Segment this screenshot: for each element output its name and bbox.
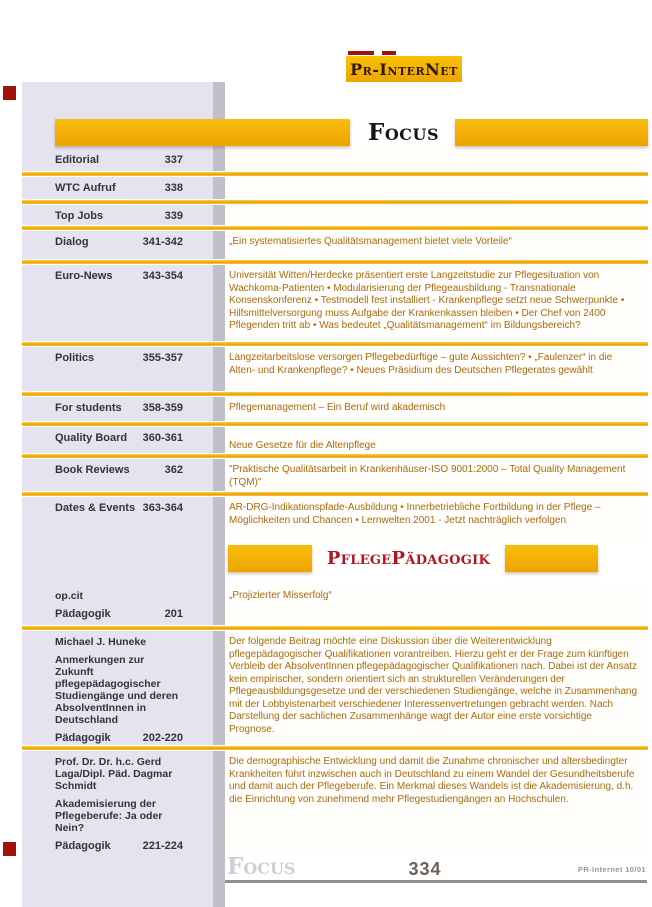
divider-strip <box>213 82 225 117</box>
logo-red-dash <box>382 51 396 55</box>
divider-strip <box>213 543 225 579</box>
paedagogik-section-header <box>22 543 648 579</box>
toc-pages: 363-364 <box>142 502 183 514</box>
divider-strip <box>213 265 225 341</box>
toc-category: Pädagogik <box>55 732 111 744</box>
toc-row-for-students <box>22 397 648 421</box>
toc-pages: 358-359 <box>142 402 183 414</box>
toc-desc: Langzeitarbeitslose versorgen Pflegebedürftige – gute Aussichten? • „Faulenzer“ in die Alten- und Krankenpflege? • Neues Präsidium des Deutschen Pflegerates gewählt <box>229 352 613 376</box>
toc-pages: 362 <box>164 464 183 476</box>
divider-strip <box>213 631 225 745</box>
toc-label: Dates & Events <box>55 502 136 514</box>
toc-desc: AR-DRG-Indikationspfade-Ausbildung • Innerbetriebliche Fortbildung in der Pflege – Möglichkeiten und Chancen • Lernwelten 2001 - Jetzt nachträglich verfolgen <box>229 502 601 526</box>
toc-label: WTC Aufruf <box>55 182 116 194</box>
paedagogik-section-title: PflegePädagogik <box>326 548 491 569</box>
journal-logo <box>346 56 462 83</box>
toc-pages: 337 <box>164 154 183 166</box>
toc-row-huneke <box>22 631 648 745</box>
footer-section-name: Focus <box>227 853 296 880</box>
divider-strip <box>213 427 225 453</box>
divider-strip <box>213 177 225 199</box>
paedagogik-band-right <box>505 545 598 572</box>
footer-page-number: 334 <box>408 859 442 879</box>
toc-pages: 343-354 <box>142 270 183 282</box>
toc-row-book-reviews <box>22 459 648 491</box>
toc-category: Pädagogik <box>55 608 111 620</box>
divider-strip <box>213 751 225 853</box>
table-of-contents <box>22 82 648 907</box>
toc-pages: 355-357 <box>142 352 183 364</box>
article-title: Akademisierung der Pflegeberufe: Ja oder Nein? <box>55 798 163 834</box>
article-author: Prof. Dr. Dr. h.c. Gerd Laga/Dipl. Päd. Dagmar Schmidt <box>55 756 173 792</box>
right-spacer <box>225 82 648 117</box>
divider-strip <box>213 397 225 421</box>
divider-strip <box>213 149 225 171</box>
toc-label: Book Reviews <box>55 464 130 476</box>
panel-top-spacer <box>22 82 648 117</box>
toc-row-wtc-aufruf <box>22 177 648 199</box>
paedagogik-band-left <box>228 545 312 572</box>
logo-red-dash <box>348 51 374 55</box>
toc-label: Politics <box>55 352 95 364</box>
toc-row-laga-schmidt <box>22 751 648 853</box>
divider-strip <box>213 853 225 907</box>
article-abstract: Der folgende Beitrag möchte eine Diskussion über die Weiterentwicklung pflegepädagogischer Qualifikationen vorantreiben. Hierzu geht er der Frage zum künftigen Verbleib der AbsolventInnen pflegepädagogischer Qualifikationen nach. Dabei ist der Ansatz kein empirischer, sondern orientiert sich an strukturellen Veränderungen der Pflegeausbildungsgesetze und der verschiedenen Studiengänge, welche in Zusammenhang mit der Lobbyistenarbeit verschiedener Interessenvertretungen gebracht werden. Nach Darstellung der sachlichen Zusammenhänge wagt der Autor eine erste vorsichtige Prognose. <box>229 636 638 735</box>
left-panel <box>22 853 213 907</box>
toc-desc: Neue Gesetze für die Altenpflege <box>229 440 376 451</box>
toc-desc: "Praktische Qualitätsarbeit in Krankenhäuser-ISO 9001:2000 – Total Quality Management (TQM)" <box>229 464 626 488</box>
toc-pages: 221-224 <box>142 840 183 852</box>
toc-label: Euro-News <box>55 270 113 282</box>
toc-pages: 360-361 <box>142 432 183 444</box>
focus-section-title: Focus <box>367 119 439 146</box>
toc-pages: 341-342 <box>142 236 183 248</box>
divider-strip <box>213 347 225 391</box>
toc-category: Pädagogik <box>55 840 111 852</box>
toc-row-top-jobs <box>22 205 648 225</box>
toc-label: op.cit <box>55 590 83 602</box>
toc-desc: Pflegemanagement – Ein Beruf wird akademisch <box>229 402 446 413</box>
journal-logo-name: Pr-InterNet <box>350 60 458 79</box>
toc-row-dialog <box>22 231 648 259</box>
toc-row-politics <box>22 347 648 391</box>
footer-rule <box>225 880 647 883</box>
toc-pages: 202-220 <box>142 732 183 744</box>
toc-pages: 201 <box>164 608 183 620</box>
toc-row-opcit <box>22 585 648 625</box>
toc-desc: Universität Witten/Herdecke präsentiert erste Langzeitstudie zur Pflegesituation von Wachkoma-Patienten • Modularisierung der Pflegeausbildung - Transnationale Konsenskonferenz • Testmodell fest installiert - Krankenpflege setzt neue Schwerpunkte • Hilfsmittelversorgung muss Aufgabe der Krankenkassen bleiben • Der Chef von 2400 Pflegenden tritt ab • Was bedeutet „Qualitätsmanagement“ im Bildungsbereich? <box>229 270 625 331</box>
toc-label: Dialog <box>55 236 89 248</box>
left-panel <box>22 82 213 117</box>
article-abstract: Die demographische Entwicklung und damit die Zunahme chronischer und altersbedingter Krankheiten führt inzwischen auch in Deutschland zu einem Wandel der Gesundheitsberufe und damit auch der Pflegeberufe. Ein Merkmal dieses Wandels ist die Akademisierung, d.h. die Einrichtung von zunehmend mehr Pflegestudiengängen an Hochschulen. <box>229 756 635 805</box>
article-author: Michael J. Huneke <box>55 636 147 648</box>
toc-label: For students <box>55 402 122 414</box>
divider-strip <box>213 497 225 543</box>
toc-label: Top Jobs <box>55 210 104 222</box>
toc-row-quality-board <box>22 427 648 453</box>
footer-issue-label: PR-Internet 10/01 <box>577 865 646 874</box>
left-panel <box>22 543 213 579</box>
toc-row-euro-news <box>22 265 648 341</box>
focus-section-header <box>22 117 648 149</box>
page-footer <box>225 853 648 907</box>
footer-row <box>22 853 648 907</box>
toc-label: Quality Board <box>55 432 128 444</box>
toc-desc: „Projizierter Misserfolg“ <box>229 590 332 601</box>
toc-row-editorial <box>22 149 648 171</box>
corner-mark-bottom <box>3 842 16 856</box>
toc-desc: „Ein systematisiertes Qualitätsmanagement bietet viele Vorteile“ <box>229 236 512 247</box>
divider-strip <box>213 205 225 225</box>
toc-label: Editorial <box>55 154 100 166</box>
toc-row-dates-events <box>22 497 648 543</box>
divider-strip <box>213 231 225 259</box>
article-title: Anmerkungen zur Zukunft pflegepädagogischer Studiengänge und deren AbsolventInnen in Deutschland <box>55 654 179 726</box>
focus-band-left <box>55 119 350 146</box>
divider-strip <box>213 459 225 491</box>
focus-band-right <box>455 119 648 146</box>
toc-pages: 338 <box>164 182 183 194</box>
corner-mark-top <box>3 86 16 100</box>
toc-pages: 339 <box>164 210 183 222</box>
divider-strip <box>213 585 225 625</box>
